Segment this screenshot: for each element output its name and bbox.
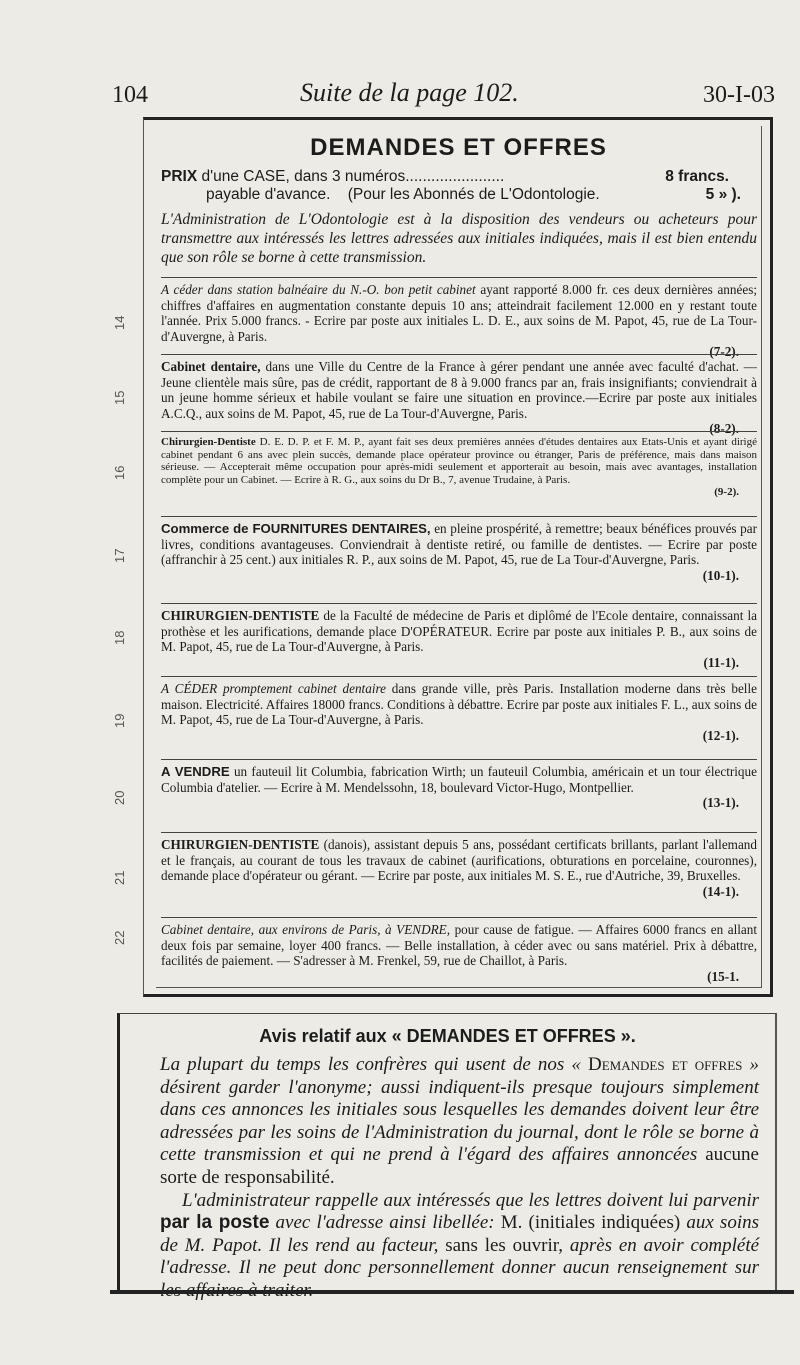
notice-paragraph [160,1190,759,1303]
ruler-mark: 14 [112,315,127,330]
ad-text: (danois), assistant depuis 5 ans, possédant certificats brillants, parlant l'allemand et le français, au courant de tous les travaux de cabinet (aurifications, obturations en porcelaine, couronnes), demande place d'opérateur ou gérant. — Ecrire par poste, aux initiales M. S. E., rue d'Autriche, 39, Bruxelles. [161,837,757,884]
notice-text: avec l'adresse ainsi libellée: [275,1212,495,1234]
ad-ref: (13-1). [702,795,739,811]
notice-heading: Avis relatif aux « DEMANDES ET OFFRES ». [259,1026,636,1046]
ad-ref: (11-1). [703,654,739,670]
issue-date: 30-I-03 [703,82,775,108]
price-line [161,168,761,186]
notice-bottom-rule [110,1290,794,1294]
notice-text: » désirent garder l'anonyme; aussi indiquent-ils presque toujours simplement dans ces annonces les initiales sous lesquelles les demandes doivent leur être adressées par les soins de l'Administration du journal, dont le rôle se borne à cette transmission et qui ne prend à l'égard des affaires annoncées [160,1054,760,1166]
ad-text: de la Faculté de médecine de Paris et diplômé de l'Ecole dentaire, connaissant la prothèse et les aurifications, demande place D'OPÉRATEUR. Ecrire par poste aux initiales P. B., aux soins de M. Papot, 45, rue de La Tour-d'Auvergne, à Paris. [161,608,757,655]
page-header [0,78,800,118]
ad-ref: (15-1. [707,968,739,984]
running-title: Suite de la page 102. [300,78,519,107]
ad-ref: (10-1). [702,567,739,583]
price-value: 8 francs. [665,168,729,185]
ad-lead: CHIRURGIEN-DENTISTE [161,837,320,852]
ad-ref: (7-2). [709,344,739,360]
margin-ruler [112,300,132,960]
price-label: PRIX [161,168,198,185]
ad-text: un fauteuil lit Columbia, fabrication Wirth; un fauteuil Columbia, américain et un tour électrique Columbia d'atelier. — Ecrire à M. Mendelssohn, 18, boulevard Victor-Hugo, Montpellier. [161,764,757,795]
ad-ref: (14-1). [702,883,739,899]
notice-text: par la poste [160,1212,270,1234]
notice-text: L'administrateur rappelle aux intéressés que les lettres doivent lui parvenir [182,1189,759,1211]
ad-lead: Cabinet dentaire, aux environs de Paris, à VENDRE, [161,922,451,937]
notice-text: aux soins de M. Papot. Il les rend au facteur, [160,1212,759,1256]
ad-lead: A céder dans station balnéaire du N.-O. bon petit cabinet [161,282,476,297]
ruler-mark: 18 [112,630,127,645]
subscriber-value: 5 » ). [705,186,741,203]
ad-ref: (8-2). [709,421,739,437]
ad-lead: CHIRURGIEN-DENTISTE [161,608,320,623]
ads-heading: DEMANDES ET OFFRES [310,134,607,161]
ad-text: dans grande ville, près Paris. Installation moderne dans très belle maison. Electricité. Affaires 18000 francs. Conditions à débattre. Ecrire par poste aux initiales F. L., aux soins de M. Papot, 45, rue de La Tour-d'Auvergne, à Paris. [161,681,757,728]
ad-text: pour cause de fatigue. — Affaires 6000 francs en allant deux fois par semaine, loyer 400 francs. — Belle installation, à céder avec ou sans matériel. Prix à débattre, facilités de paiement. — S'adresser à M. Frenkel, 59, rue de Chaillot, à Paris. [161,922,758,969]
ad-entry [161,603,757,676]
ruler-mark: 22 [112,930,127,945]
notice-text: Demandes et offres [588,1054,743,1075]
ad-lead: Commerce de FOURNITURES DENTAIRES, [161,521,431,536]
ad-entry [161,917,757,994]
notice-text: sans les ouvrir, [445,1234,564,1256]
ad-text: en pleine prospérité, à remettre; beaux bénéfices prouvés par livres, conditions avantageuses. Conviendrait à dentiste retiré, ou famille de dentistes. — Ecrire par poste (affranchir à 25 cent.) aux initiales R. P., aux soins de M. Papot, 45, rue de La Tour-d'Auvergne, Paris. [161,521,757,568]
notice-text: M. (initiales indiquées) [500,1212,681,1234]
admin-note: L'Administration de L'Odontologie est à la disposition des vendeurs ou acheteurs pour transmettre aux intéressés les lettres adressées aux initiales indiquées, mais il est bien entendu que son rôle se borne à cette transmission. [161,211,757,266]
advance-text: payable d'avance. [206,186,331,203]
ad-ref: (9-2). [714,486,739,499]
ad-ref: (12-1). [702,727,739,743]
price-text: d'une CASE, dans 3 numéros....................... [201,168,505,185]
ad-entry [161,277,757,360]
notice-text: La plupart du temps les confrères qui usent de nos « [160,1054,581,1075]
notice-box [117,1013,777,1290]
notice-text: aucune sorte de responsabilité. [160,1144,759,1188]
ruler-mark: 16 [112,465,127,480]
ad-entry [161,516,757,603]
ruler-mark: 17 [112,548,127,563]
ad-entry [161,354,757,437]
notice-text: après en avoir complété l'adresse. Il ne peut donc personnellement donner aucun renseignement sur [160,1234,760,1279]
ads-inner-frame [156,126,762,988]
ruler-mark: 15 [112,390,127,405]
ad-text: D. E. D. P. et F. M. P., ayant fait ses deux premières années d'études dentaires aux Etats-Unis et ayant dirigé cabinet pendant 6 ans avec plein succès, demande place opérateur province ou étranger, Paris de préférence, mais dans maison sérieuse. — Accepterait même occupation pour après-midi seulement et apporterait au besoin, mais avec avantages, installation complète pour un Cabinet. — Ecrire à R. G., aux soins du Dr B., 7, avenue Trudaine, à Paris. [161,436,757,486]
ad-lead: A CÉDER promptement cabinet dentaire [161,681,386,696]
ad-lead: Chirurgien-Dentiste [161,436,256,448]
notice-paragraph [160,1054,759,1190]
ad-entry [161,759,757,832]
ruler-mark: 21 [112,870,127,885]
ad-text: ayant rapporté 8.000 fr. ces deux dernières années; chiffres d'affaires en augmentation constante depuis 10 ans; atteindrait facilement 12.000 en y restant toute l'année. Prix 5.000 francs. - Ecrire par poste aux initiales L. D. E., aux soins de M. Papot, 45, rue de La Tour-d'Auvergne, à Paris. [161,282,757,344]
ad-entry [161,676,757,759]
advance-line [206,186,761,204]
ad-text: dans une Ville du Centre de la France à gérer pendant une année avec faculté d'achat. — Jeune clientèle mais sûre, pas de crédit, rapportant de 8 à 9.000 francs par an, frais insignifiants; conviendrait à un jeune homme sérieux et habile voulant se faire une situation en province.—Ecrire par poste aux initiales A.C.Q., aux soins de M. Papot, 45, rue de La Tour-d'Auvergne, Paris. [161,359,757,421]
ruler-mark: 19 [112,713,127,728]
page-number: 104 [112,82,148,108]
ad-entry [161,431,757,516]
ads-section [143,117,773,997]
notice-body [160,1054,759,1303]
ad-lead: Cabinet dentaire, [161,359,261,374]
ad-lead: A VENDRE [161,764,230,779]
ad-entry [161,832,757,917]
ruler-mark: 20 [112,790,127,805]
subscriber-text: (Pour les Abonnés de L'Odontologie. [347,186,600,203]
